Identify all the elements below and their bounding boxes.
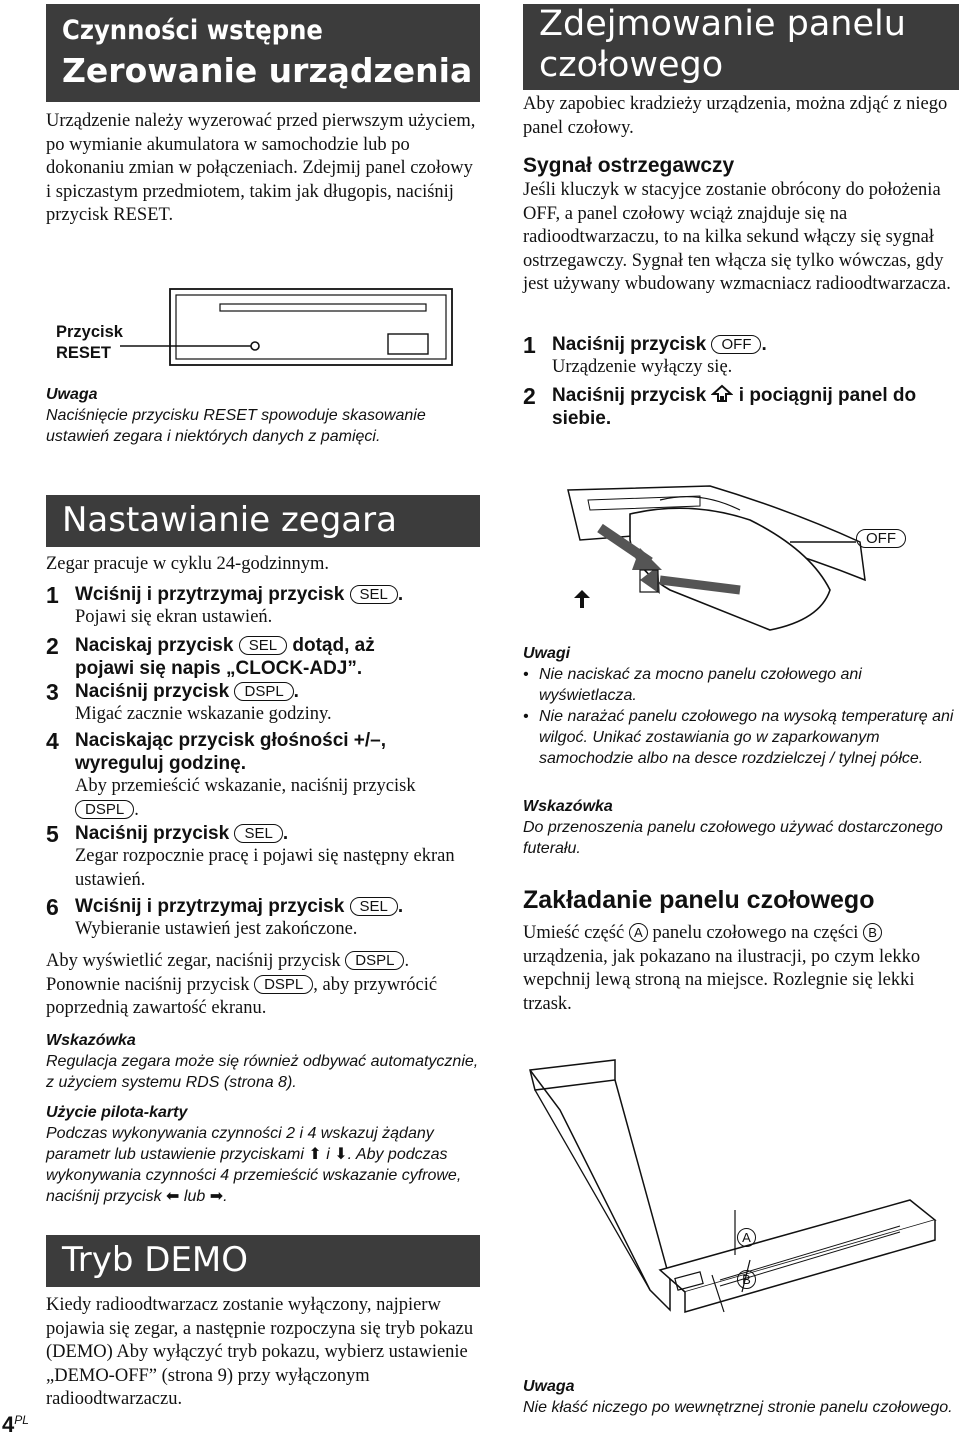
remove-step-1: 1 Naciśnij przycisk OFF . Urządzenie wyłączy się. xyxy=(523,332,767,377)
alarm-title: Sygnał ostrzegawczy xyxy=(523,154,735,177)
off-key: OFF xyxy=(711,335,761,354)
attach-title: Zakładanie panelu czołowego xyxy=(523,886,875,914)
section-header-demo: Tryb DEMO xyxy=(46,1235,480,1287)
reset-instructions: Urządzenie należy wyzerować przed pierwszym użyciem, po wymianie akumulatora w samochodzie lub po dokonaniu zmian w połączeniach. Zdejmij panel czołowy i spiczastym przedmiotem, takim jak długopis, naciśnij przycisk RESET. xyxy=(46,111,476,225)
reset-diagram xyxy=(120,286,460,370)
demo-text: Kiedy radioodtwarzacz zostanie wyłączony, najpierw pojawia się zegar, a następnie rozpoczyna się tryb pokazu (DEMO) Aby wyłączyć tryb pokazu, wybierz ustawienie „DEMO-OFF” (strona 9) przy wyłączonym radioodtwarzaczu. xyxy=(46,1295,474,1409)
clock-step-5: 5 Naciśnij przycisk SEL . Zegar rozpocznie pracę i pojawi się następny ekran ustawień. xyxy=(46,821,455,890)
section-header-clock: Nastawianie zegara xyxy=(46,495,480,547)
off-key-callout: OFF xyxy=(856,529,906,549)
section-title: Zerowanie urządzenia xyxy=(62,51,473,90)
dspl-key: DSPL xyxy=(254,975,313,994)
figure-label-a: A xyxy=(737,1228,756,1248)
page-number: $4^{PL}$ xyxy=(2,1412,29,1437)
display-clock-text: Aby wyświetlić zegar, naciśnij przycisk DSPL . Ponownie naciśnij przycisk DSPL , aby przywrócić poprzednią zawartość ekranu. xyxy=(46,951,438,1018)
figure-label-b: B xyxy=(737,1270,756,1290)
clock-step-2: 2 Naciskaj przycisk SEL dotąd, aż pojawi się napis „CLOCK-ADJ”. xyxy=(46,633,375,679)
reset-button-label: Przycisk RESET xyxy=(56,323,123,362)
attach-note: Uwaga Nie kłaść niczego po wewnętrznej stronie panelu czołowego. xyxy=(523,1378,953,1416)
chapter-title: Czynności wstępne xyxy=(62,15,323,46)
dspl-key: DSPL xyxy=(345,951,404,970)
reset-note xyxy=(46,384,476,447)
note-text: Naciśnięcie przycisku RESET spowoduje skasowanie ustawień zegara i niektórych danych z pamięci. xyxy=(46,407,426,445)
attach-text: Umieść część A panelu czołowego na części B urządzenia, jak pokazano na ilustracji, po czym lekko wepchnij lewą stroną na miejsce. Rozlegnie się lekki trzask. xyxy=(523,923,921,1014)
remove-notes: Uwagi • Nie naciskać za mocno panelu czołowego ani wyświetlacza. • Nie narażać panelu czołowego na wysoką temperaturę ani wilgoć. Unikać zostawiania go w zaparkowanym samochodzie albo na desce rozdzielczej / tylnej półce. xyxy=(523,643,957,769)
panel-attach-illustration xyxy=(520,1050,955,1370)
remove-tip: Wskazówka Do przenoszenia panelu czołowego używać dostarczonego futerału. xyxy=(523,798,943,857)
list-item: • Nie narażać panelu czołowego na wysoką temperaturę ani wilgoć. Unikać zostawiania go w zaparkowanym samochodzie albo na desce rozdzielczej / tylnej półce. xyxy=(523,706,957,769)
clock-step-6: 6 Wciśnij i przytrzymaj przycisk SEL . Wybieranie ustawień jest zakończone. xyxy=(46,894,404,939)
clock-step-3: 3 Naciśnij przycisk DSPL . Migać zacznie wskazanie godziny. xyxy=(46,679,332,724)
notes-list xyxy=(523,664,957,769)
arrow-down-icon: ⬇ xyxy=(334,1146,348,1163)
remove-step-2: 2 Naciśnij przycisk i pociągnij panel do siebie. xyxy=(523,383,917,429)
dspl-key: DSPL xyxy=(234,682,293,701)
section-header-reset xyxy=(46,4,480,102)
dspl-key: DSPL xyxy=(75,800,134,819)
note-title: Uwaga xyxy=(46,386,98,403)
sel-key: SEL xyxy=(239,636,287,655)
arrow-up-icon: ⬆ xyxy=(308,1146,322,1163)
part-b-marker: B xyxy=(863,923,882,942)
clock-tip: Wskazówka Regulacja zegara może się również odbywać automatycznie, z użyciem systemu RDS (strona 8). xyxy=(46,1032,479,1091)
release-button-icon xyxy=(711,384,733,404)
sel-key: SEL xyxy=(350,897,398,916)
sel-key: SEL xyxy=(350,585,398,604)
clock-intro: Zegar pracuje w cyklu 24-godzinnym. xyxy=(46,554,330,574)
section-header-remove-panel: Zdejmowanie panelu czołowego xyxy=(523,4,959,90)
clock-step-4: 4 Naciskając przycisk głośności +/–, wyreguluj godzinę. Aby przemieścić wskazanie, naciśnij przycisk DSPL . xyxy=(46,728,416,820)
remove-intro: Aby zapobiec kradzieży urządzenia, można zdjąć z niego panel czołowy. xyxy=(523,94,948,138)
list-item: • Nie naciskać za mocno panelu czołowego ani wyświetlacza. xyxy=(523,664,957,706)
part-a-marker: A xyxy=(629,923,648,942)
off-key-leader xyxy=(790,536,856,548)
alarm-text: Jeśli kluczyk w stacyjce zostanie obrócony do położenia OFF, a panel czołowy wciąż znajduje się na radioodtwarzaczu, to na kilka sekund włączy się sygnał ostrzegawczy. Sygnał ten włącza się tylko wówczas, gdy jest używany wbudowany wzmacniacz radioodtwarzacza. xyxy=(523,180,951,294)
arrow-right-icon: ➡ xyxy=(209,1188,224,1205)
sel-key: SEL xyxy=(234,824,282,843)
panel-removal-illustration xyxy=(540,470,950,640)
arrow-left-icon: ⬅ xyxy=(166,1188,180,1205)
clock-step-1: 1 Wciśnij i przytrzymaj przycisk SEL . Pojawi się ekran ustawień. xyxy=(46,582,404,627)
remote-card-note: Użycie pilota-karty Podczas wykonywania czynności 2 i 4 wskazuj żądany parametr lub ustawienie przyciskami ⬆ i ⬇. Aby podczas wykonywania czynności 4 przemieścić wskazanie cyfrowe, naciśnij przycisk ⬅ lub ➡. xyxy=(46,1104,462,1205)
